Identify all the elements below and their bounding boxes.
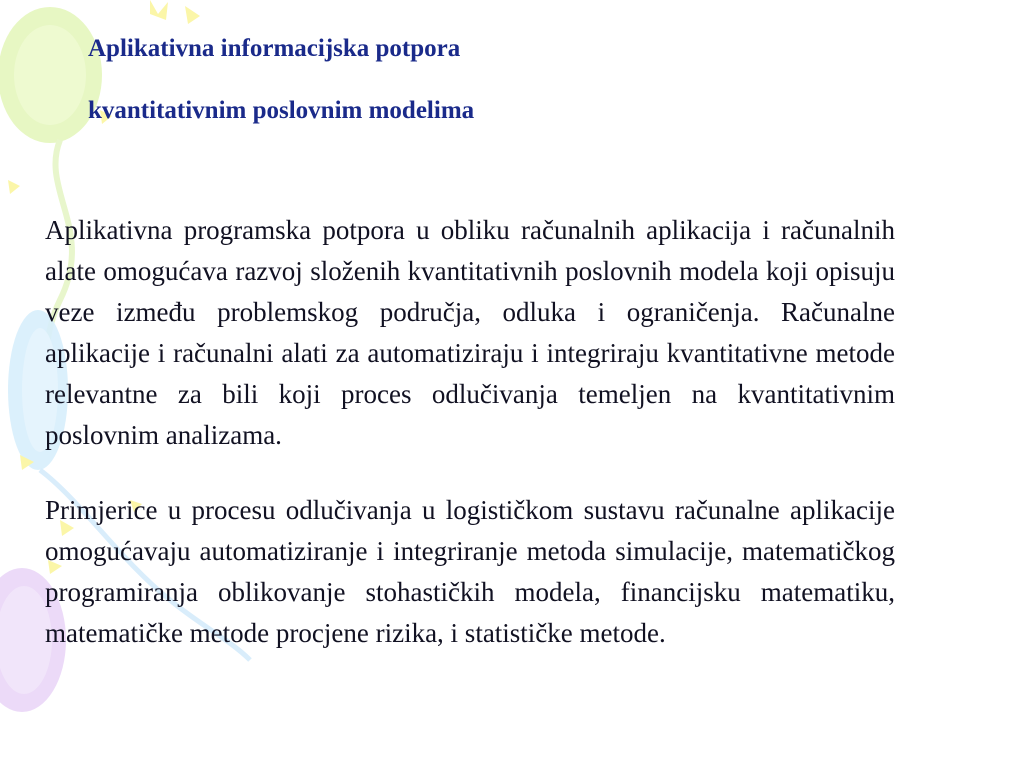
title-line-2: kvantitativnim poslovnim modelima xyxy=(88,97,475,124)
title-line-1: Aplikativna informacijska potpora xyxy=(88,35,461,62)
slide-title xyxy=(88,30,474,154)
star-icon xyxy=(150,0,168,20)
star-icon xyxy=(185,6,200,24)
body-paragraph-1: Aplikativna programska potpora u obliku računalnih aplikacija i računalnih alate omogućava razvoj složenih kvantitativnih poslovnih modela koji opisuju veze između problemskog područja, odluka i ograničenja. Računalne aplikacije i računalni alati za automatiziraju i integriraju kvantitativne metode relevantne za bili koji proces odlučivanja temeljen na kvantitativnim poslovnim analizama. xyxy=(45,215,895,450)
slide-body xyxy=(45,210,895,688)
star-icon xyxy=(8,180,20,194)
body-paragraph-2: Primjerice u procesu odlučivanja u logističkom sustavu računalne aplikacije omogućavaju automatiziranje i integriranje metoda simulacije, matematičkog programiranja oblikovanje stohastičkih modela, financijsku matematiku, matematičke metode procjene rizika, i statističke metode. xyxy=(45,495,895,648)
